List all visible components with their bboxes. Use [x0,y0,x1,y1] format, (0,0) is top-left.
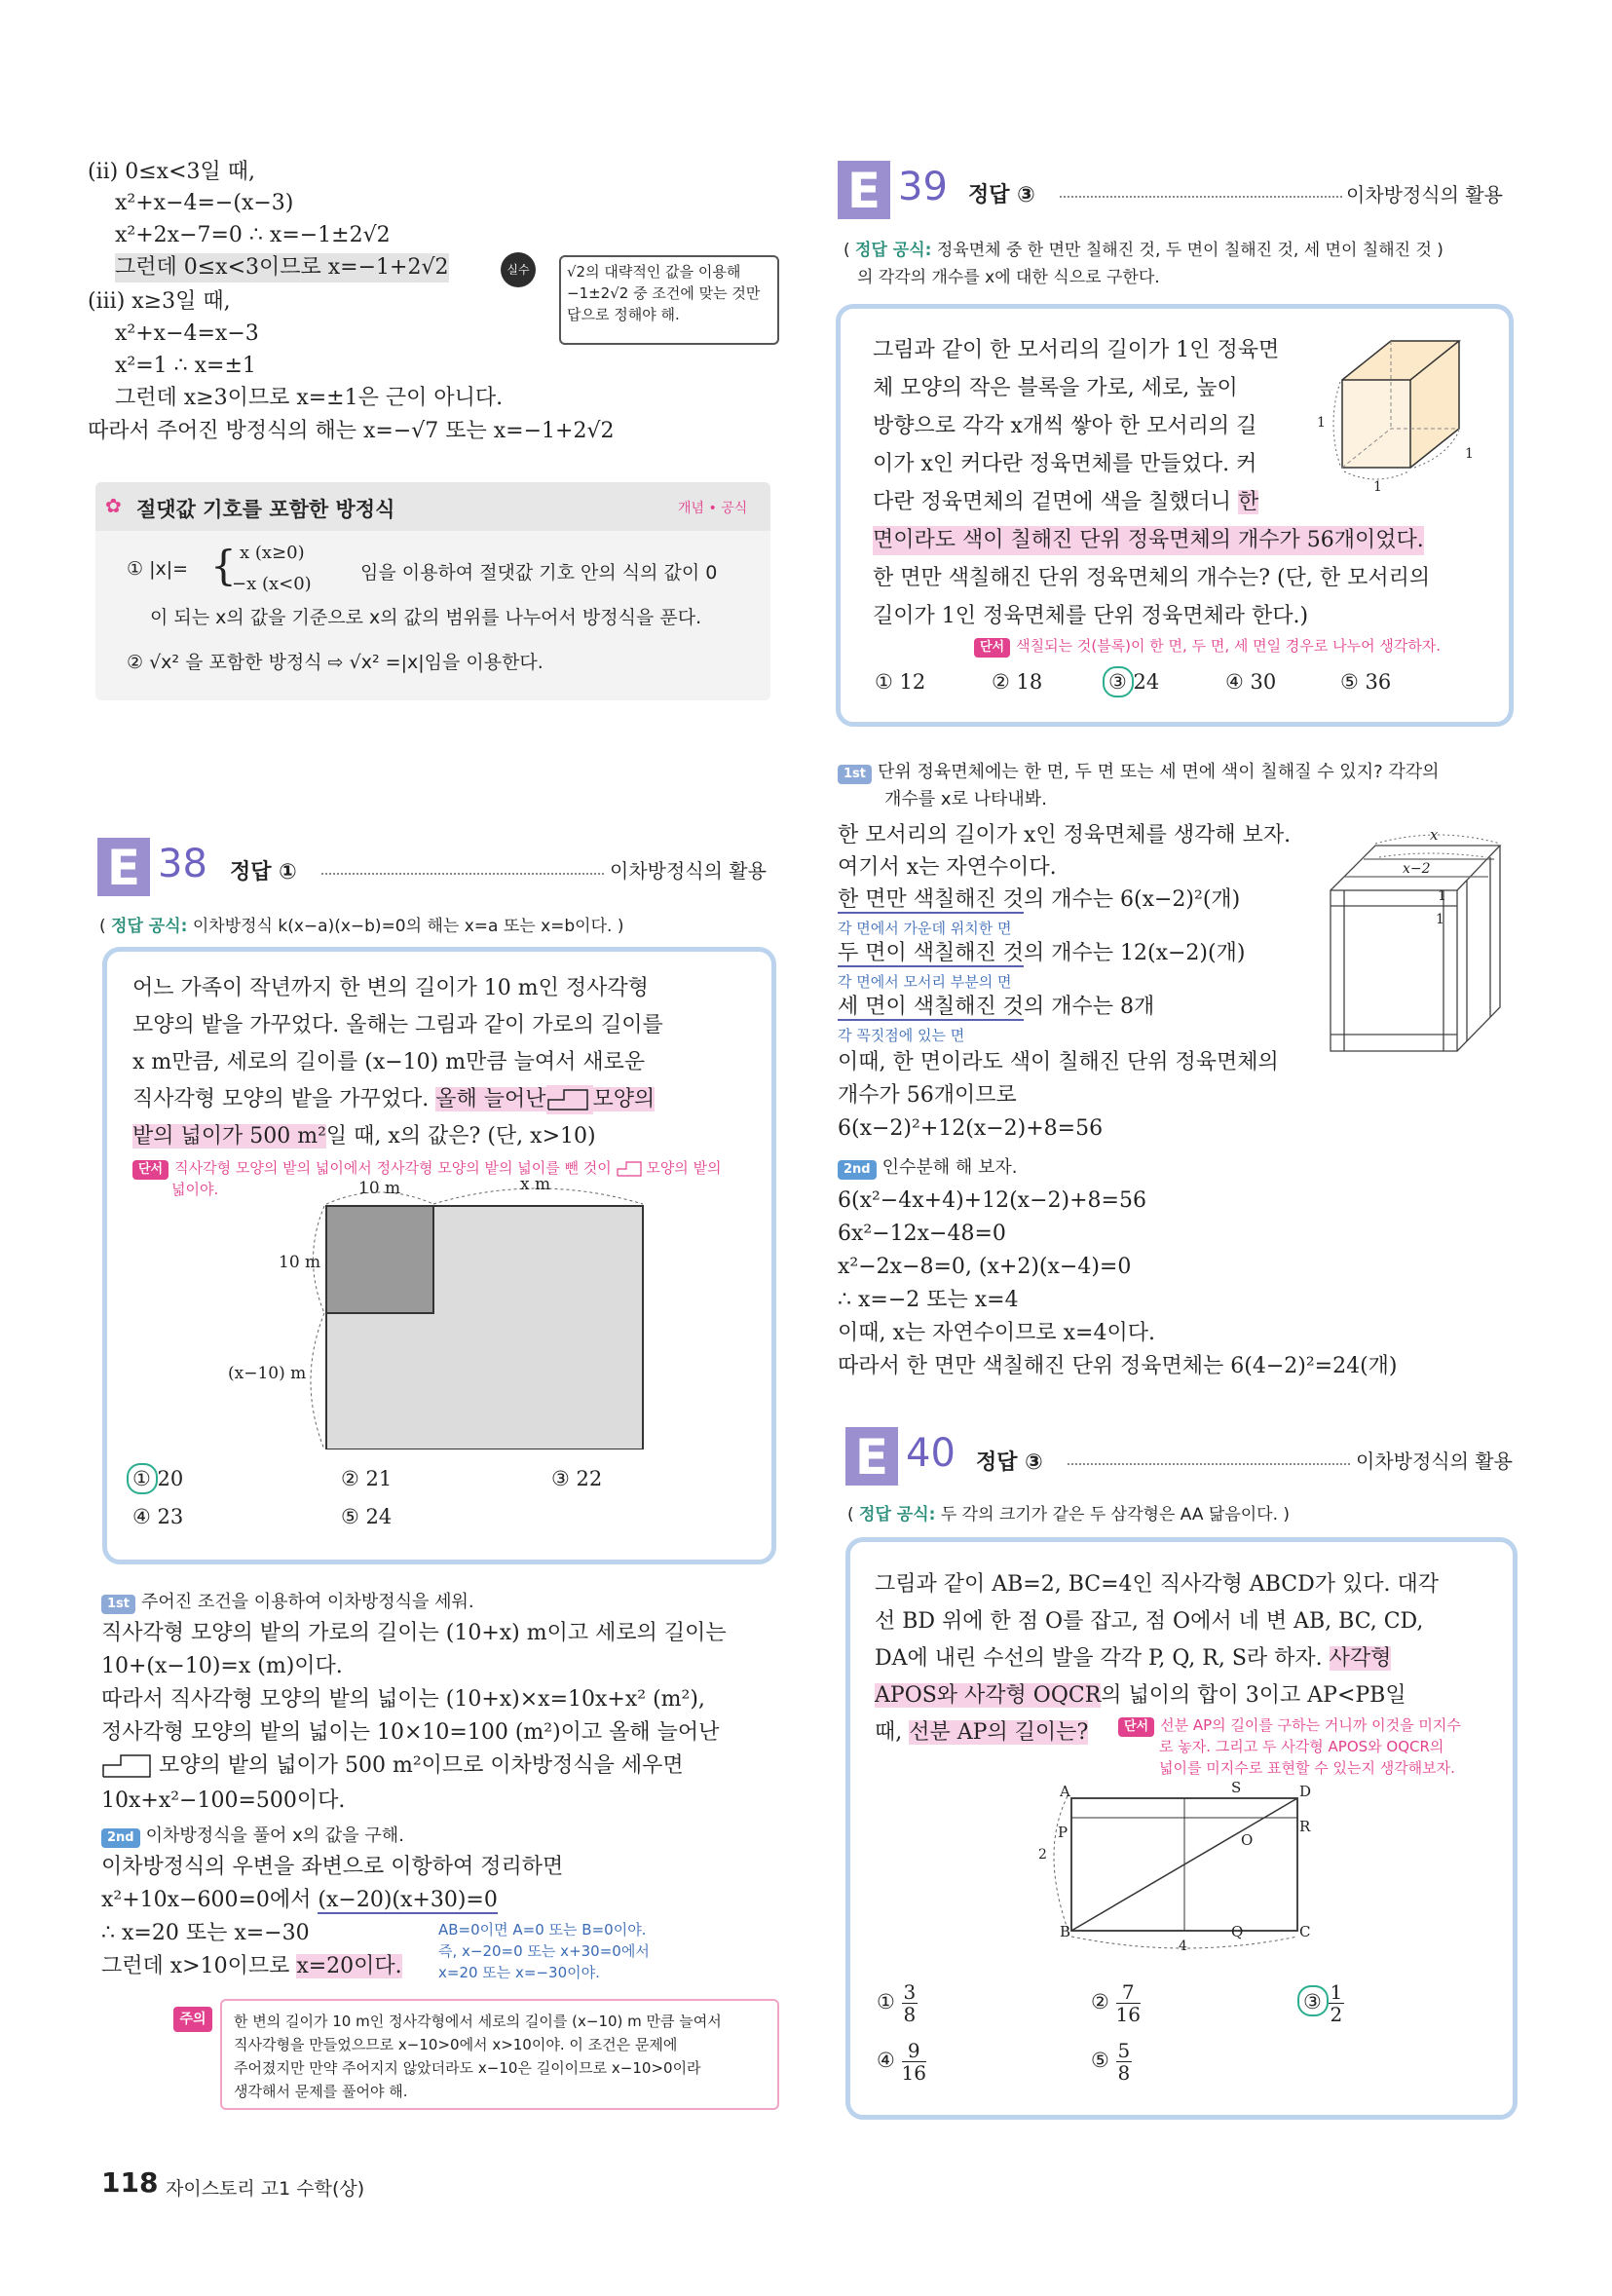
e39-formula-label: 정답 공식: [855,241,932,260]
e40-q2: 선 BD 위에 한 점 O를 잡고, 점 O에서 네 변 AB, BC, CD, [875,1609,1424,1634]
case2-eq1: x²+x−4=−(x−3) [115,191,294,215]
e38-dots [321,873,604,875]
e40-choice-1-den: 8 [903,2003,917,2026]
e39-formula-text1: 정육면체 중 한 면만 칠해진 것, 두 면이 칠해진 것, 세 면이 칠해진 것 [936,241,1432,260]
e38-bnote2: 즉, x−20=0 또는 x+30=0에서 [438,1942,650,1960]
e40-q4b: 의 넓이의 합이 3이고 AP<PB일 [1101,1683,1406,1708]
e40-fig-2: 2 [1038,1847,1047,1863]
e39-s5b: 의 개수는 8개 [1024,995,1155,1019]
e40-choice-2[interactable] [1091,1981,1141,2025]
e39-cube-label-2: 1 [1373,479,1382,495]
e38-number: 38 [158,842,207,886]
e40-q4a: APOS와 사각형 OQCR [875,1683,1102,1708]
e40-q3b: 사각형 [1329,1646,1392,1671]
e40-choice-1-mark: ① [877,1990,895,2014]
e40-choice-5-num: 5 [1117,2039,1131,2062]
e39-q3: 방향으로 각각 x개씩 쌓아 한 모서리의 길 [873,414,1257,438]
e39-q7: 한 면만 색칠해진 단위 정육면체의 개수는? (단, 한 모서리의 [873,566,1431,590]
e38-q4c: 모양의 [592,1087,656,1111]
e39-s4a: 두 면이 색칠해진 것 [838,941,1024,965]
e40-choice-3-den: 2 [1330,2003,1343,2026]
e39-q8: 길이가 1인 정육면체를 단위 정육면체라 한다.) [873,604,1309,628]
e39-n3: 각 면에서 가운데 위치한 면 [838,920,1012,937]
e39-choice-1[interactable]: ① 12 [875,670,926,694]
e38-arc-left2 [311,1313,324,1449]
e38-choice-5[interactable]: ⑤ 24 [341,1505,393,1528]
page-number: 118 [101,2166,159,2199]
concept-item1-c: 이 되는 x의 값을 기준으로 x의 값의 범위를 나누어서 방정식을 푼다. [150,607,702,628]
e39-step2-text: 인수분해 해 보자. [881,1157,1018,1178]
e38-fig-top2: x m [520,1175,551,1194]
case3-label: (iii) x≥3일 때, [88,289,231,314]
e40-fig-Q: Q [1231,1923,1244,1940]
e40-fig-S: S [1231,1779,1242,1796]
e39-s4b: 의 개수는 12(x−2)(개) [1024,941,1246,965]
e38-s3: 따라서 직사각형 모양의 밭의 넓이는 (10+x)×x=10x+x² (m²), [101,1687,705,1712]
e38-step2 [101,1822,404,1848]
e39-fig2-x: x [1430,826,1439,844]
e39-step1b: 개수를 x로 나타내봐. [884,789,1047,809]
e39-n4: 각 면에서 모서리 부분의 면 [838,973,1012,991]
e39-s4 [838,939,1245,968]
e40-choice-4-mark: ④ [877,2049,895,2072]
e39-choice-2[interactable]: ② 18 [992,670,1043,694]
e38-s1: 직사각형 모양의 밭의 가로의 길이는 (10+x) m이고 세로의 길이는 [101,1621,727,1645]
e39-s5 [838,993,1154,1022]
e39-cube-label-1: 1 [1317,415,1326,431]
e39-hint [974,635,1441,658]
e40-formula-text: 두 각의 크기가 같은 두 삼각형은 AA 닮음이다. [940,1505,1278,1524]
mistake-badge: 실수 [501,252,536,287]
e39-fig2-1b: 1 [1436,912,1444,927]
e38-square-field [326,1206,433,1313]
e40-choice-2-den: 16 [1115,2003,1141,2026]
e40-number: 40 [906,1431,956,1476]
e40-choice-3-mark: ③ [1303,1990,1322,2014]
e40-answer-circle [1297,1985,1329,2016]
e38-s10 [101,1952,402,1981]
e39-s5a: 세 면이 색칠해진 것 [838,995,1024,1019]
e39-number: 39 [898,165,948,209]
concept-tag: 개념 • 공식 [678,501,748,516]
e39-s13: 이때, x는 자연수이므로 x=4이다. [838,1321,1155,1345]
conclusion: 따라서 주어진 방정식의 해는 x=−√7 또는 x=−1+2√2 [88,419,615,443]
e38-q4b: 올해 늘어난 [435,1087,546,1111]
e39-step1-tag: 1st [838,765,872,784]
e38-step1 [101,1588,474,1614]
e39-small-cube [1313,331,1479,497]
e39-s6: 이때, 한 면이라도 색이 칠해진 단위 정육면체의 [838,1050,1279,1074]
e39-q6: 면이라도 색이 칠해진 단위 정육면체의 개수가 56개이었다. [873,526,1424,555]
e39-q2: 체 모양의 작은 블록을 가로, 세로, 높이 [873,376,1238,400]
e39-step1a: 단위 정육면체에는 한 면, 두 면 또는 세 면에 색이 칠해질 수 있지? 각각의 [878,762,1440,782]
e40-choice-5-mark: ⑤ [1091,2049,1109,2072]
e38-c3: 주어졌지만 만약 주어지지 않았더라도 x−10은 길이이므로 x−10>0이라 [234,2059,701,2077]
e40-fig-O: O [1241,1831,1254,1849]
e39-dots [1060,196,1342,198]
e38-s8a: x²+10x−600=0에서 [101,1888,319,1912]
e39-step1 [838,758,1440,784]
e38-s6: 10x+x²−100=500이다. [101,1788,346,1813]
e39-answer: 정답 ③ [968,183,1035,207]
e38-c1: 한 변의 길이가 10 m인 정사각형에서 세로의 길이를 (x−10) m 만큼 늘여서 [234,2013,722,2030]
case3-eq2: x²=1 ∴ x=±1 [115,354,256,378]
e38-choice-4[interactable]: ④ 23 [132,1505,184,1528]
e40-q4 [875,1681,1406,1711]
e39-s3 [838,885,1240,915]
e39-badge: E [838,161,890,219]
case3-eq3: 그런데 x≥3이므로 x=±1은 근이 아니다. [115,386,504,410]
e40-fig-A: A [1060,1783,1070,1800]
concept-case2: −x (x<0) [232,574,312,594]
e39-hint-text: 색칠되는 것(블록)이 한 면, 두 면, 세 면일 경우로 나누어 생각하자. [1016,637,1442,655]
e38-choice-2[interactable]: ② 21 [341,1467,393,1490]
case2-tip: √2의 대략적인 값을 이용해 −1±2√2 중 조건에 맞는 것만 답으로 정해야 해. [559,255,779,345]
e39-s12: ∴ x=−2 또는 x=4 [838,1288,1019,1312]
e40-choice-4[interactable] [877,2040,926,2084]
e40-fig-4: 4 [1179,1938,1187,1954]
e40-choice-4-num: 9 [902,2040,926,2062]
e38-choice-1[interactable]: ① 20 [132,1467,184,1490]
e39-s3b: 의 개수는 6(x−2)²(개) [1024,887,1241,912]
e39-s1: 한 모서리의 길이가 x인 정육면체를 생각해 보자. [838,823,1292,847]
e38-s5-row [101,1751,684,1781]
e39-topic: 이차방정식의 활용 [1346,183,1503,207]
e38-step2-text: 이차방정식을 풀어 x의 값을 구해. [145,1826,404,1846]
e40-hint1-text: 선분 AP의 길이를 구하는 거니까 이것을 미지수 [1160,1716,1461,1734]
e40-dots [1068,1463,1350,1465]
e39-s2: 여기서 x는 자연수이다. [838,855,1057,880]
e38-bnote1: AB=0이면 A=0 또는 B=0이야. [438,1921,647,1938]
e38-topic: 이차방정식의 활용 [610,859,767,883]
e40-fig-B: B [1060,1923,1071,1940]
e40-badge: E [845,1427,898,1486]
e39-choice-4[interactable]: ④ 30 [1225,670,1277,694]
e40-choice-1[interactable] [877,1981,918,2025]
e39-fig2-1a: 1 [1438,888,1446,904]
e38-q5a: 밭의 넓이가 500 m² [132,1124,326,1148]
e40-fig-D: D [1299,1783,1312,1800]
e38-bnote3: x=20 또는 x=−30이야. [438,1964,600,1981]
e38-hint1b: 모양의 밭의 [646,1159,722,1177]
e40-choice-2-num: 7 [1116,1981,1141,2004]
e38-figure [195,1177,672,1449]
e38-fig-top1: 10 m [358,1179,401,1198]
e38-lshape [546,1085,593,1114]
e39-q1: 그림과 같이 한 모서리의 길이가 1인 정육면 [873,338,1280,362]
e40-choice-1-num: 3 [903,1980,917,2004]
e38-s10a: 그런데 x>10이므로 [101,1954,297,1978]
e38-lshape-2 [101,1753,152,1779]
e38-hint-tag: 단서 [132,1160,169,1180]
concept-item1-b: 임을 이용하여 절댓값 기호 안의 식의 값이 0 [360,562,718,583]
e40-hint3: 넓이를 미지수로 표현할 수 있는지 생각해보자. [1159,1759,1455,1777]
e38-s8 [101,1886,498,1915]
e40-q5b: 선분 AP의 길이는? [909,1720,1089,1745]
e38-c4: 생각해서 문제를 풀어야 해. [234,2083,408,2100]
e38-s7: 이차방정식의 우변을 좌변으로 이항하여 정리하면 [101,1855,564,1879]
e40-q3a: DA에 내린 수선의 발을 각각 P, Q, R, S라 하자. [875,1646,1330,1671]
e38-formula-text: 이차방정식 k(x−a)(x−b)=0의 해는 x=a 또는 x=b이다. [192,917,613,936]
e39-fig2-x2: x−2 [1403,861,1431,877]
case2-eq2: x²+2x−7=0 ∴ x=−1±2√2 [115,223,391,247]
e39-step2-tag: 2nd [838,1160,877,1180]
e38-s10b: x=20이다. [296,1954,402,1978]
e40-q5a: 때, [875,1720,910,1745]
e40-q5 [875,1718,1088,1748]
e38-q5 [132,1122,596,1151]
e39-s3a: 한 면만 색칠해진 것 [838,887,1024,912]
e38-badge: E [97,838,150,896]
e39-s8: 6(x−2)²+12(x−2)+8=56 [838,1116,1104,1141]
e39-answer-circle [1103,666,1134,697]
e40-topic: 이차방정식의 활용 [1356,1449,1513,1473]
e40-formula: ( 정답 공식: 두 각의 크기가 같은 두 삼각형은 AA 닮음이다. ) [847,1505,1291,1524]
e39-q5b: 한 [1238,490,1259,514]
e39-formula1: ( 정답 공식: 정육면체 중 한 면만 칠해진 것, 두 면이 칠해진 것, 세 면이 칠해진 것 ) [843,241,1443,260]
brace-icon: { [210,542,237,589]
concept-case1: x (x≥0) [240,543,305,563]
case2-eq3: 그런데 0≤x<3이므로 x=−1+2√2 [115,253,449,282]
e40-choice-3-num: 1 [1330,1980,1343,2004]
e39-formula-text2: 의 각각의 개수를 x에 대한 식으로 구한다. [857,268,1160,287]
concept-box [95,482,770,700]
concept-item1-a: ① |x|= [127,558,189,580]
e40-answer: 정답 ③ [976,1450,1043,1475]
e38-q5b: 일 때, x의 값은? (단, x>10) [325,1124,596,1148]
e38-choice-3[interactable]: ③ 22 [551,1467,603,1490]
e40-choice-5[interactable] [1091,2040,1132,2084]
e40-formula-label: 정답 공식: [859,1505,936,1524]
e39-choice-3[interactable]: ③ 24 [1108,670,1160,694]
e38-s9: ∴ x=20 또는 x=−30 [101,1921,310,1945]
e40-q3 [875,1644,1391,1674]
e40-choice-2-mark: ② [1091,1990,1109,2014]
e40-q1: 그림과 같이 AB=2, BC=4인 직사각형 ABCD가 있다. 대각 [875,1572,1439,1597]
e38-q3: x m만큼, 세로의 길이를 (x−10) m만큼 늘여서 새로운 [132,1050,646,1074]
e38-step2-tag: 2nd [101,1828,140,1848]
e39-cube-label-3: 1 [1465,446,1474,462]
e38-step1-text: 주어진 조건을 이용하여 이차방정식을 세워. [141,1592,474,1612]
e38-s2: 10+(x−10)=x (m)이다. [101,1654,343,1678]
e39-s7: 개수가 56개이므로 [838,1083,1017,1108]
e40-hint-tag: 단서 [1118,1717,1154,1737]
e40-figure [1038,1783,1331,1956]
e38-s8b: (x−20)(x+30)=0 [318,1888,498,1912]
concept-title: 절댓값 기호를 포함한 방정식 [136,498,395,521]
e39-hint-tag: 단서 [974,638,1010,658]
e38-q2: 모양의 밭을 가꾸었다. 올해는 그림과 같이 가로의 길이를 [132,1013,663,1037]
e39-q5a: 다란 정육면체의 겉면에 색을 칠했더니 [873,490,1238,514]
e40-fig-P: P [1058,1824,1068,1841]
e38-hint1-text: 직사각형 모양의 밭의 넓이에서 정사각형 모양의 밭의 넓이를 뺀 것이 [174,1159,612,1177]
e39-s11: x²−2x−8=0, (x+2)(x−4)=0 [838,1255,1132,1279]
e39-step2 [838,1153,1018,1180]
e38-q4a: 직사각형 모양의 밭을 가꾸었다. [132,1087,436,1111]
e39-n5: 각 꼭짓점에 있는 면 [838,1027,965,1044]
e38-q4 [132,1085,655,1114]
case3-eq1: x²+x−4=x−3 [115,321,259,346]
e38-answer: 정답 ① [230,860,297,885]
e38-caution-tag: 주의 [173,2007,212,2032]
e40-fig-C: C [1299,1923,1311,1940]
e38-fig-left2: (x−10) m [228,1364,307,1383]
e40-hint2: 로 놓자. 그리고 두 사각형 APOS와 OQCR의 [1159,1738,1444,1755]
e38-s4: 정사각형 모양의 밭의 넓이는 10×10=100 (m²)이고 올해 늘어난 [101,1720,720,1745]
e38-s5: 모양의 밭의 넓이가 500 m²이므로 이차방정식을 세우면 [159,1753,684,1778]
e40-choice-4-den: 16 [901,2061,926,2085]
case2-label: (ii) 0≤x<3일 때, [88,160,255,184]
e39-q5 [873,488,1258,517]
e38-c2: 직사각형을 만들었으므로 x−10>0에서 x>10이야. 이 조건은 문제에 [234,2036,678,2053]
e40-fig-R: R [1299,1818,1311,1835]
e39-s10: 6x²−12x−48=0 [838,1222,1006,1246]
concept-item2: ② √x² 을 포함한 방정식 ⇨ √x² =|x|임을 이용한다. [127,652,544,673]
e38-fig-left1: 10 m [279,1253,321,1272]
e39-choice-5[interactable]: ⑤ 36 [1340,670,1392,694]
e38-step1-tag: 1st [101,1595,135,1614]
e38-hint2: 넓이야. [171,1181,219,1198]
e39-q4: 이가 x인 커다란 정육면체를 만들었다. 커 [873,452,1257,476]
e40-choice-5-den: 8 [1117,2061,1131,2085]
e38-q1: 어느 가족이 작년까지 한 변의 길이가 10 m인 정사각형 [132,976,649,1000]
e38-answer-circle [127,1463,158,1494]
book-title: 자이스토리 고1 수학(상) [166,2178,365,2200]
e40-hint1 [1118,1714,1461,1737]
e38-formula: ( 정답 공식: 이차방정식 k(x−a)(x−b)=0의 해는 x=a 또는 x=b이다. ) [99,917,624,936]
flower-icon: ✿ [105,494,122,517]
e38-formula-label: 정답 공식: [111,917,188,936]
e39-s14: 따라서 한 면만 색칠해진 단위 정육면체는 6(4−2)²=24(개) [838,1354,1398,1378]
e39-s9: 6(x²−4x+4)+12(x−2)+8=56 [838,1188,1146,1213]
